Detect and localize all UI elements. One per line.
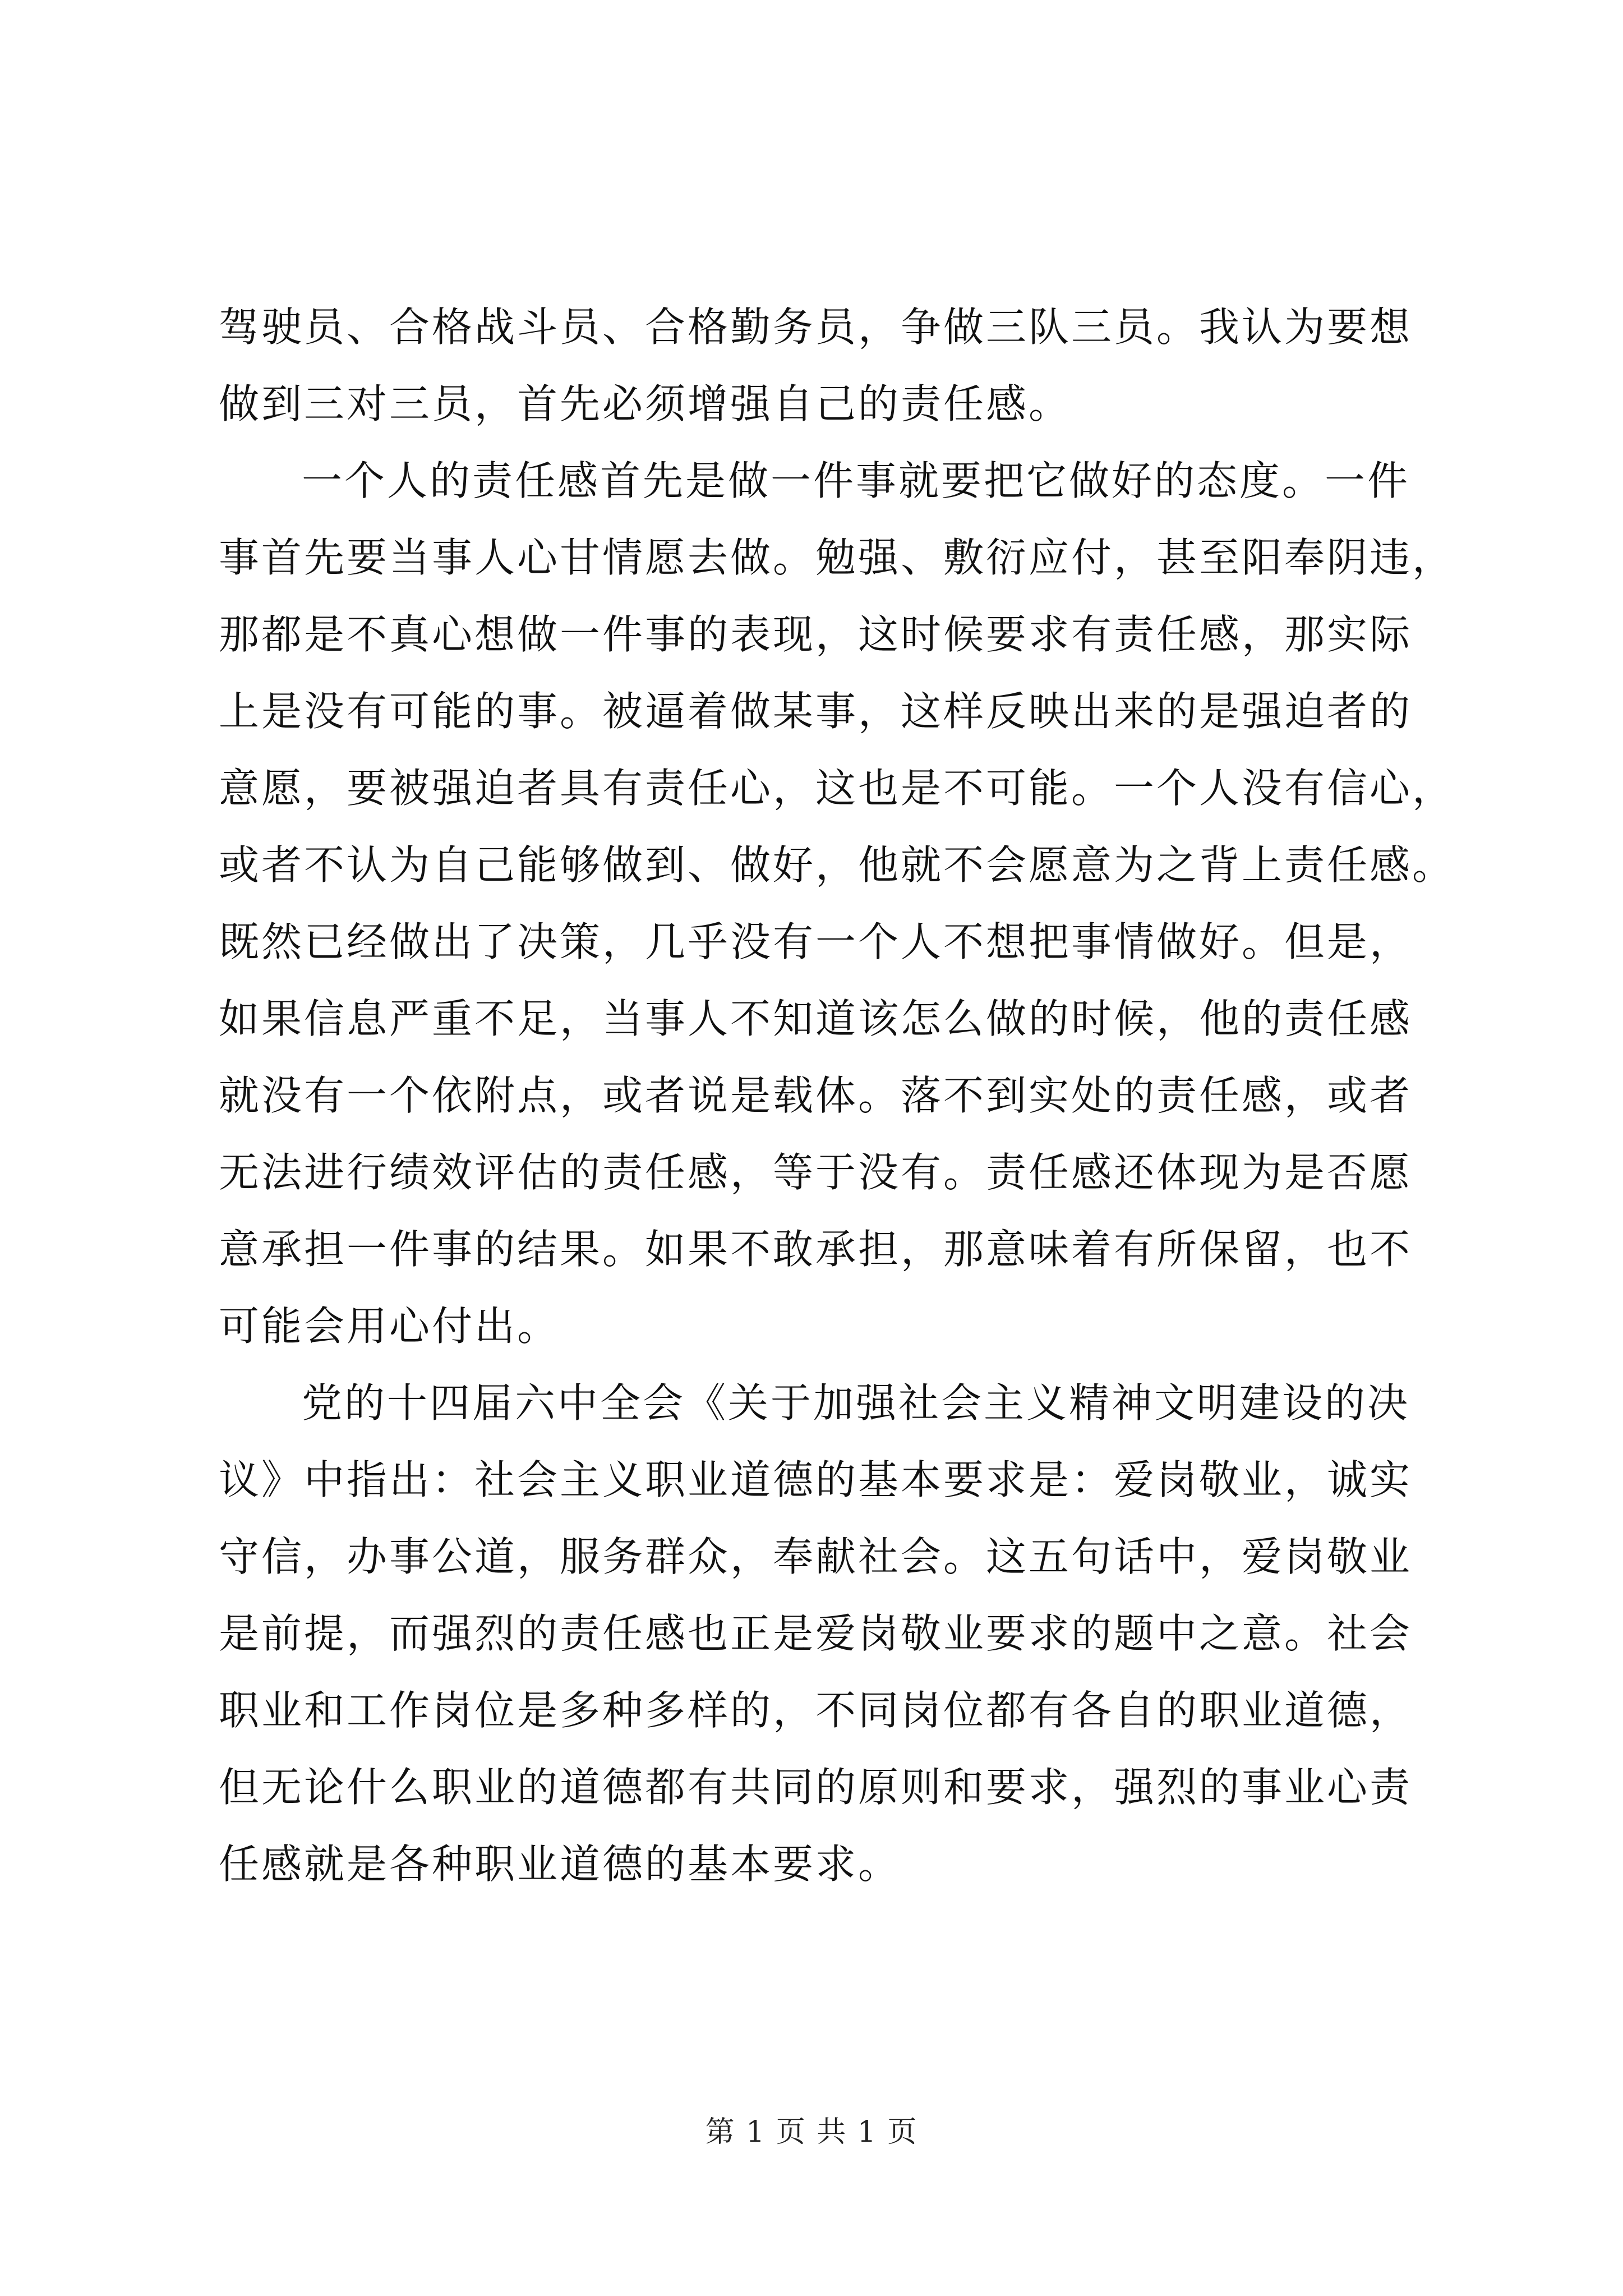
text-line: 职业和工作岗位是多种多样的，不同岗位都有各自的职业道德，	[219, 1687, 1413, 1734]
text-line: 就没有一个依附点，或者说是载体。落不到实处的责任感，或者	[219, 1072, 1413, 1119]
text-line: 既然已经做出了决策，几乎没有一个人不想把事情做好。但是，	[219, 918, 1413, 965]
text-line: 一个人的责任感首先是做一件事就要把它做好的态度。一件	[302, 457, 1410, 504]
page-footer: 第 1 页 共 1 页	[705, 2115, 918, 2149]
text-line: 意承担一件事的结果。如果不敢承担，那意味着有所保留，也不	[219, 1226, 1413, 1273]
text-line: 是前提，而强烈的责任感也正是爱岗敬业要求的题中之意。社会	[219, 1610, 1413, 1657]
text-line: 但无论什么职业的道德都有共同的原则和要求，强烈的事业心责	[219, 1764, 1413, 1811]
document-body	[219, 289, 1455, 1903]
text-line: 可能会用心付出。	[219, 1303, 560, 1350]
text-line: 党的十四届六中全会《关于加强社会主义精神文明建设的决	[302, 1379, 1410, 1427]
text-line: 任感就是各种职业道德的基本要求。	[219, 1841, 901, 1888]
text-line: 驾驶员、合格战斗员、合格勤务员，争做三队三员。我认为要想	[219, 303, 1413, 351]
text-line: 上是没有可能的事。被逼着做某事，这样反映出来的是强迫者的	[219, 688, 1413, 735]
text-line: 无法进行绩效评估的责任感，等于没有。责任感还体现为是否愿	[219, 1149, 1413, 1196]
text-line: 做到三对三员，首先必须增强自己的责任感。	[219, 380, 1072, 427]
text-line: 议》中指出：社会主义职业道德的基本要求是：爱岗敬业，诚实	[219, 1456, 1413, 1503]
text-line: 如果信息严重不足，当事人不知道该怎么做的时候，他的责任感	[219, 995, 1413, 1042]
text-line: 意愿，要被强迫者具有责任心，这也是不可能。一个人没有信心，	[219, 765, 1455, 812]
text-line: 或者不认为自己能够做到、做好，他就不会愿意为之背上责任感。	[219, 841, 1455, 889]
text-line: 那都是不真心想做一件事的表现，这时候要求有责任感，那实际	[219, 611, 1413, 658]
text-line: 事首先要当事人心甘情愿去做。勉强、敷衍应付，甚至阳奉阴违，	[219, 534, 1455, 581]
text-line: 守信，办事公道，服务群众，奉献社会。这五句话中，爱岗敬业	[219, 1533, 1413, 1580]
